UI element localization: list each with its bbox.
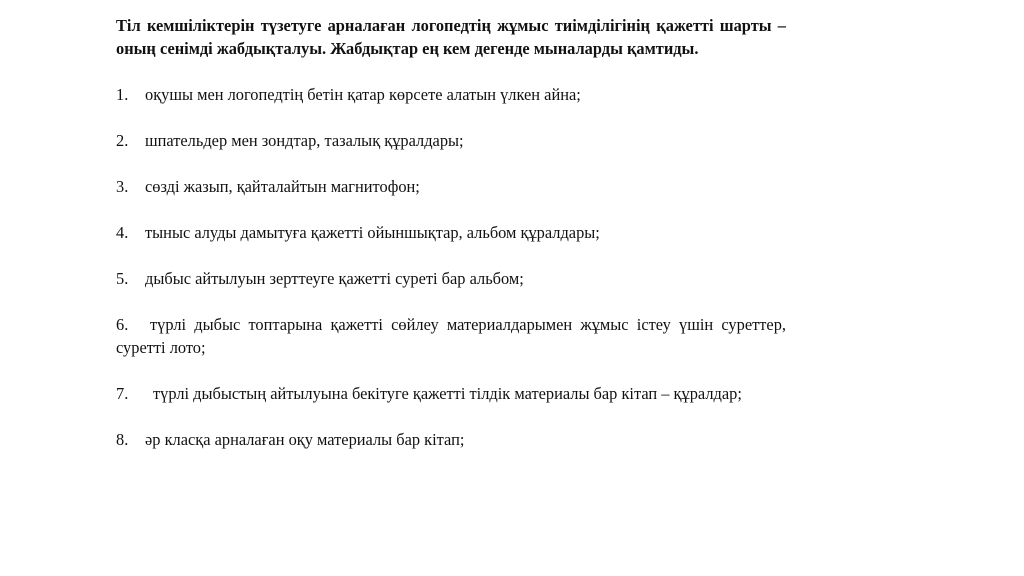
list-item-number: 6.: [116, 315, 129, 334]
list-item-number: 8.: [116, 430, 129, 449]
list-item-text: дыбыс айтылуын зерттеуге қажетті суреті бар альбом;: [145, 269, 524, 288]
document-page: [116, 14, 786, 474]
list-item: [116, 313, 786, 359]
list-item-number: 7.: [116, 384, 129, 403]
list-item: [116, 175, 786, 198]
list-item-text: түрлі дыбыс топтарына қажетті сөйлеу материалдарымен жұмыс істеу үшін суреттер, суретті лото;: [116, 315, 786, 357]
list-item-number: 1.: [116, 85, 129, 104]
list-item-number: 3.: [116, 177, 129, 196]
list-item: [116, 129, 786, 152]
list-item-text: сөзді жазып, қайталайтын магнитофон;: [145, 177, 420, 196]
list-item-number: 2.: [116, 131, 129, 150]
equipment-list: [116, 83, 786, 451]
list-item-text: түрлі дыбыстың айтылуына бекітуге қажетті тілдік материалы бар кітап – құралдар;: [153, 384, 742, 403]
list-item-text: шпательдер мен зондтар, тазалық құралдары;: [145, 131, 464, 150]
list-item: [116, 83, 786, 106]
intro-paragraph: Тіл кемшіліктерін түзетуге арналаған логопедтің жұмыс тиімділігінің қажетті шарты – оның сенімді жабдықталуы. Жабдықтар ең кем дегенде мыналарды қамтиды.: [116, 16, 786, 58]
list-item-number: 4.: [116, 223, 129, 242]
list-item-number: 5.: [116, 269, 129, 288]
list-item: [116, 382, 786, 405]
list-item: [116, 267, 786, 290]
list-item-text: оқушы мен логопедтің бетін қатар көрсете алатын үлкен айна;: [145, 85, 581, 104]
list-item: [116, 428, 786, 451]
list-item-text: тыныс алуды дамытуға қажетті ойыншықтар, альбом құралдары;: [145, 223, 600, 242]
list-item: [116, 221, 786, 244]
list-item-text: әр класқа арналаған оқу материалы бар кітап;: [145, 430, 465, 449]
